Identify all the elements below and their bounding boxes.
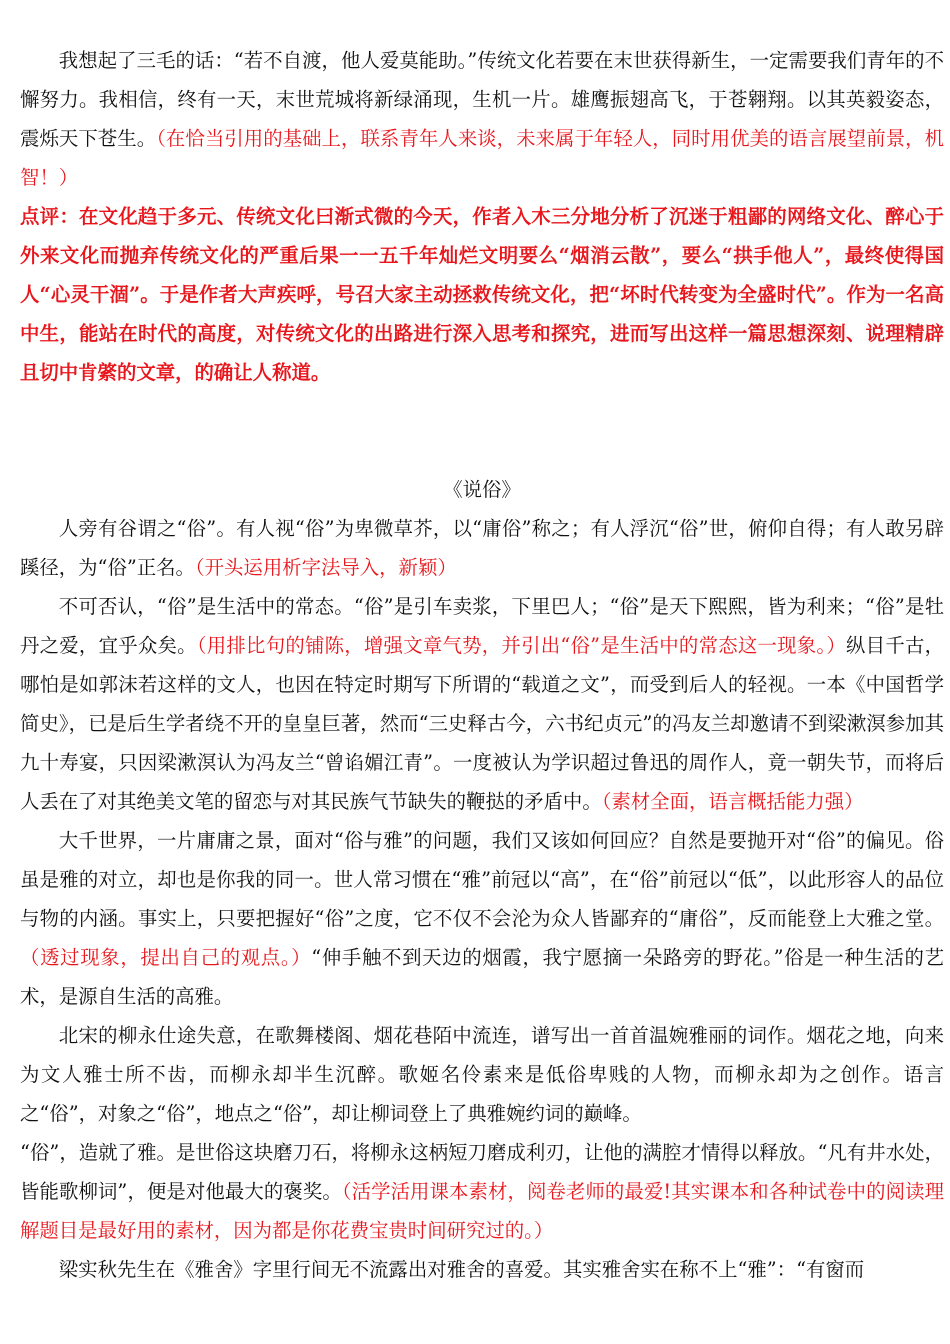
- paragraph-opening: [20, 509, 944, 587]
- annotation-note: （开头运用析字法导入，新颖）: [194, 556, 457, 579]
- annotation-note: （用排比句的铺陈，增强文章气势，并引出“俗”是生活中的常态这一现象。）: [196, 634, 847, 657]
- document-page: [20, 41, 944, 1289]
- paragraph-text: 不可否认，“俗”是生活中的常态。“俗”是引车卖浆，下里巴人；“俗”是天下熙熙，皆为利来；“俗”是牡丹之爱，宜乎众矣。: [20, 595, 944, 657]
- annotation-note: （透过现象，提出自己的观点。）: [20, 946, 312, 969]
- annotation-note: （活学活用课本素材，阅卷老师的最爱!其实课本和各种试卷中的阅读理解题目是最好用的素材，因为都是你花费宝贵时间研究过的。）: [20, 1180, 944, 1242]
- annotation-note: （素材全面，语言概括能力强）: [601, 790, 864, 813]
- paragraph-liuyong: 北宋的柳永仕途失意，在歌舞楼阁、烟花巷陌中流连，谱写出一首首温婉雅丽的词作。烟花之地，向来为文人雅士所不齿，而柳永却半生沉醉。歌姬名伶素来是低俗卑贱的人物，而柳永却为之创作。语言之“俗”，对象之“俗”，地点之“俗”，却让柳词登上了典雅婉约词的巅峰。: [20, 1024, 944, 1125]
- paragraph-closing: [20, 41, 944, 197]
- paragraph-text: 大千世界，一片庸庸之景，面对“俗与雅”的问题，我们又该如何回应？自然是要抛开对“俗”的偏见。俗虽是雅的对立，却也是你我的同一。世人常习惯在“雅”前冠以“高”，在“俗”前冠以“低”，以此形容人的品位与物的内涵。事实上，只要把握好“俗”之度，它不仅不会沦为众人皆鄙弃的“庸俗”，反而能登上大雅之堂。: [20, 829, 944, 930]
- paragraph-liangshiqiu: 梁实秋先生在《雅舍》字里行间无不流露出对雅舍的喜爱。其实雅舍实在称不上“雅”：“有窗而: [58, 1258, 865, 1281]
- annotation-note: （在恰当引用的基础上，联系青年人来谈，未来属于年轻人，同时用优美的语言展望前景，机智！）: [20, 127, 944, 189]
- paragraph-common: [20, 587, 944, 821]
- essay-title: 《说俗》: [443, 478, 521, 501]
- section-gap: [20, 392, 944, 470]
- review-comment: 点评：在文化趋于多元、传统文化曰渐式微的今天，作者入木三分地分析了沉迷于粗鄙的网络文化、醉心于外来文化而抛弃传统文化的严重后果一一五千年灿烂文明要么“烟消云散”，要么“拱手他人”，最终使得国人“心灵干涸”。于是作者大声疾呼，号召大家主动拯救传统文化，把“坏时代转变为全盛时代”。作为一名高中生，能站在时代的高度，对传统文化的出路进行深入思考和探究，进而写出这样一篇思想深刻、说理精辟且切中肯綮的文章，的确让人称道。: [20, 205, 944, 384]
- paragraph-su-makes-ya: [20, 1133, 944, 1250]
- paragraph-text: 人旁有谷谓之“俗”。有人视“俗”为卑微草芥，以“庸俗”称之；有人浮沉“俗”世，俯仰自得；有人敢另辟蹊径，为“俗”正名。: [20, 517, 944, 579]
- paragraph-text: “伸手触不到天边的烟霞，我宁愿摘一朵路旁的野花。”俗是一种生活的艺术，是源自生活的高雅。: [20, 946, 944, 1008]
- paragraph-text: 我想起了三毛的话：“若不自渡，他人爱莫能助。”传统文化若要在末世获得新生，一定需要我们青年的不懈努力。我相信，终有一天，末世荒城将新绿涌现，生机一片。雄鹰振翅高飞，于苍翱翔。以其英毅姿态，震烁天下苍生。: [20, 49, 944, 150]
- paragraph-text: “俗”，造就了雅。是世俗这块磨刀石，将柳永这柄短刀磨成利刃，让他的满腔才情得以释放。“凡有井水处，皆能歌柳词”，便是对他最大的褒奖。: [20, 1141, 944, 1203]
- paragraph-viewpoint: [20, 821, 944, 1016]
- paragraph-text: 纵目千古，哪怕是如郭沫若这样的文人，也因在特定时期写下所谓的“载道之文”，而受到后人的轻视。一本《中国哲学简史》，已是后生学者绕不开的皇皇巨著，然而“三史释古今，六书纪贞元”的冯友兰却邀请不到梁漱溟参加其九十寿宴，只因梁漱溟认为冯友兰“曾谄媚江青”。一度被认为学识超过鲁迅的周作人，竟一朝失节，而将后人丢在了对其绝美文笔的留恋与对其民族气节缺失的鞭挞的矛盾中。: [20, 634, 945, 813]
